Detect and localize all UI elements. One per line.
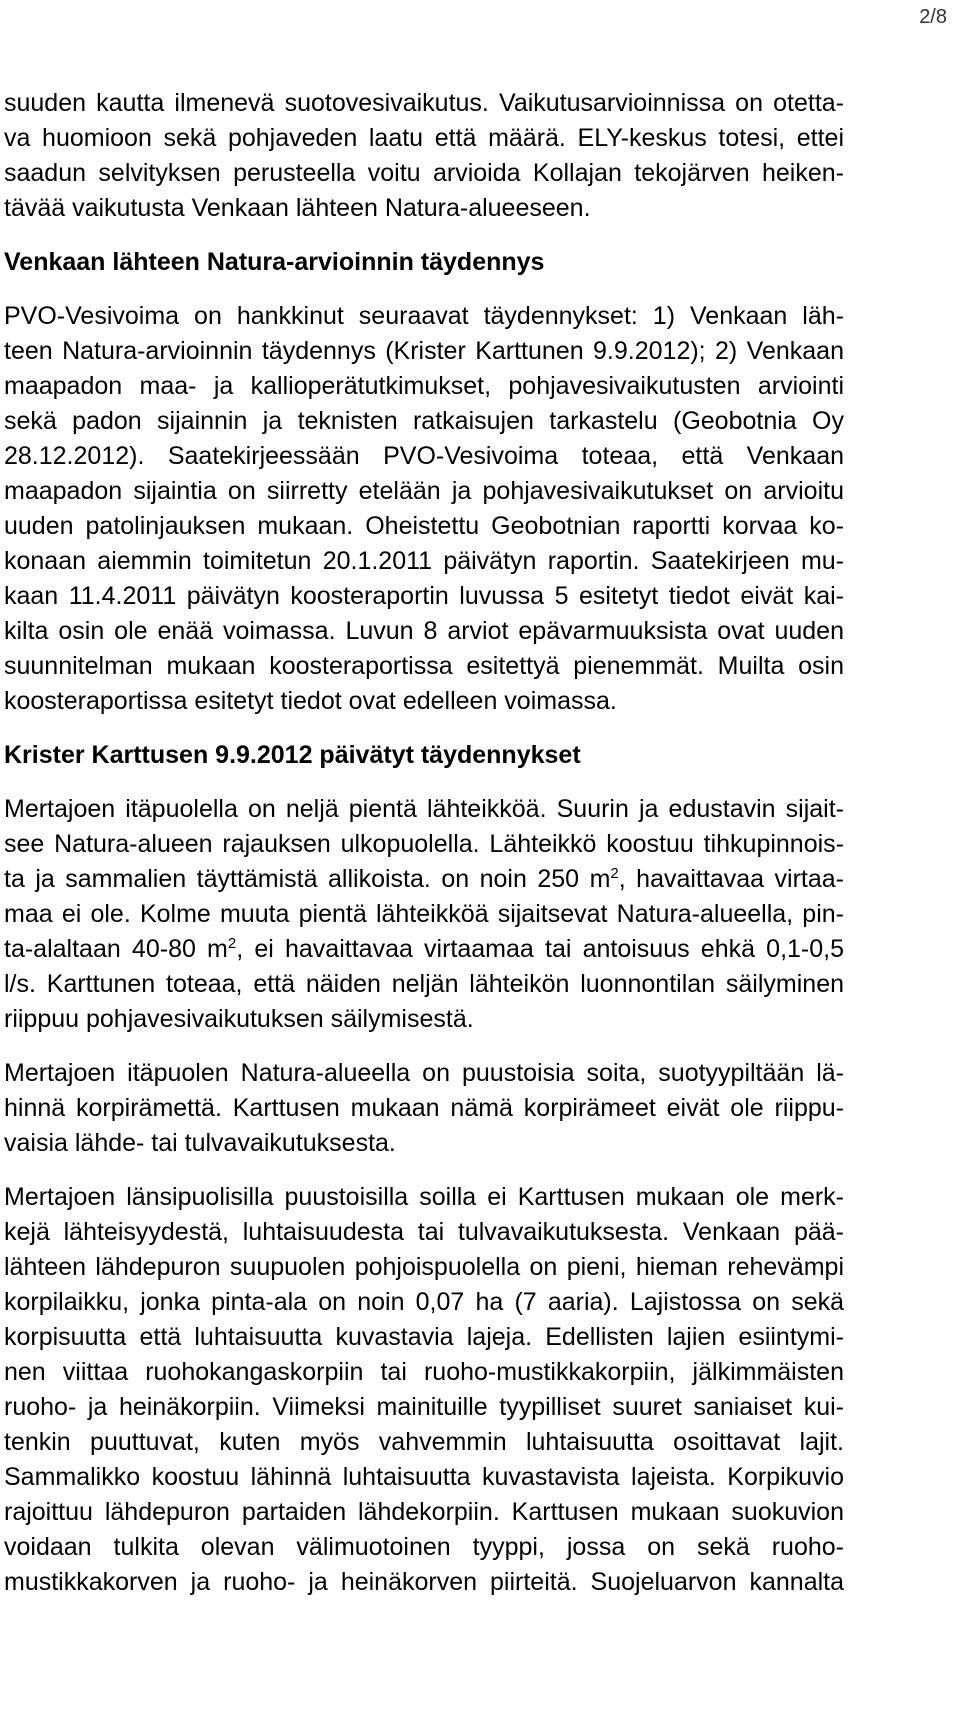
- line-text: tenkin puuttuvat, kuten myös vahvemmin luhtaisuutta osoittavat lajit.: [4, 1428, 844, 1456]
- text-line: [4, 1564, 844, 1600]
- text-line: [4, 1389, 844, 1425]
- text-line: [4, 438, 844, 474]
- text-line: [4, 333, 844, 369]
- line-text: maapadon maa- ja kallioperätutkimukset, pohjavesivaikutusten arviointi: [4, 372, 844, 400]
- text-line: [4, 1529, 844, 1565]
- line-text: Mertajoen itäpuolen Natura-alueella on puustoisia soita, suotyypiltään lä-: [4, 1059, 844, 1087]
- line-text: nen viittaa ruohokangaskorpiin tai ruoho-mustikkakorpiin, jälkimmäisten: [4, 1358, 844, 1386]
- line-text: kilta osin ole enää voimassa. Luvun 8 arviot epävarmuuksista ovat uuden: [4, 617, 844, 645]
- line-text-tail: , ei havaittavaa virtaamaa tai antoisuus ehkä 0,1-0,5: [236, 935, 845, 963]
- line-text: maapadon sijaintia on siirretty etelään ja pohjavesivaikutukset on arvioitu: [4, 477, 844, 505]
- text-line: [4, 896, 844, 932]
- line-text: voidaan tulkita olevan välimuotoinen tyyppi, jossa on sekä ruoho-: [4, 1533, 844, 1561]
- line-text: kaan 11.4.2011 päivätyn koosteraportin luvussa 5 esitetyt tiedot eivät kai-: [4, 582, 844, 610]
- line-text: teen Natura-arvioinnin täydennys (Krister Karttunen 9.9.2012); 2) Venkaan: [4, 337, 844, 365]
- line-text-tail: , havaittavaa virtaa-: [618, 865, 844, 893]
- text-line: [4, 190, 591, 226]
- text-line: [4, 1125, 396, 1161]
- line-text: sekä padon sijainnin ja teknisten ratkaisujen tarkastelu (Geobotnia Oy: [4, 407, 844, 435]
- text-line: [4, 683, 617, 719]
- line-text: see Natura-alueen rajauksen ulkopuolella. Lähteikkö koostuu tihkupinnois-: [4, 830, 844, 858]
- text-line: [4, 826, 844, 862]
- superscript: 2: [227, 935, 237, 952]
- text-line: [4, 791, 844, 827]
- line-text: vaisia lähde- tai tulvavaikutuksesta.: [4, 1129, 396, 1157]
- line-text: riippuu pohjavesivaikutuksen säilymisestä.: [4, 1005, 474, 1033]
- text-line: [4, 1055, 844, 1091]
- text-line: [4, 1249, 844, 1285]
- text-line: [4, 85, 844, 121]
- text-line: [4, 1424, 844, 1460]
- text-line: [4, 1090, 844, 1126]
- line-text: ta ja sammalien täyttämistä allikoista. on noin 250 m: [4, 865, 611, 893]
- superscript: 2: [610, 865, 619, 882]
- text-line: [4, 966, 844, 1002]
- line-text: maa ei ole. Kolme muuta pientä lähteikköä sijaitsevat Natura-alueella, pin-: [4, 900, 844, 928]
- line-text: 28.12.2012). Saatekirjeessään PVO-Vesivoima toteaa, että Venkaan: [4, 442, 844, 470]
- text-line: [4, 648, 844, 684]
- section-heading: [4, 244, 544, 280]
- text-line: [4, 1459, 844, 1495]
- text-line: [4, 861, 844, 897]
- line-text: va huomioon sekä pohjaveden laatu että määrä. ELY-keskus totesi, ettei: [4, 124, 844, 152]
- line-text: PVO-Vesivoima on hankkinut seuraavat täydennykset: 1) Venkaan läh-: [4, 302, 844, 330]
- text-line: [4, 1179, 844, 1215]
- line-text: Venkaan lähteen Natura-arvioinnin täydennys: [4, 248, 545, 276]
- line-text: Mertajoen itäpuolella on neljä pientä lähteikköä. Suurin ja edustavin sijait-: [4, 795, 844, 823]
- text-line: [4, 298, 844, 334]
- line-text: korpilaikku, jonka pinta-ala on noin 0,07 ha (7 aaria). Lajistossa on sekä: [4, 1288, 844, 1316]
- text-line: [4, 1001, 474, 1037]
- text-line: [4, 543, 844, 579]
- text-line: [4, 1214, 844, 1250]
- text-line: [4, 473, 844, 509]
- text-line: [4, 931, 844, 967]
- line-text: Krister Karttusen 9.9.2012 päivätyt täydennykset: [4, 741, 581, 769]
- line-text: uuden patolinjauksen mukaan. Oheistettu Geobotnian raportti korvaa ko-: [4, 512, 844, 540]
- line-text: kejä lähteisyydestä, luhtaisuudesta tai tulvavaikutuksesta. Venkaan pää-: [4, 1218, 844, 1246]
- line-text: saadun selvityksen perusteella voitu arvioida Kollajan tekojärven heiken-: [4, 159, 844, 187]
- text-line: [4, 613, 844, 649]
- line-text: konaan aiemmin toimitetun 20.1.2011 päivätyn raportin. Saatekirjeen mu-: [4, 547, 844, 575]
- text-line: [4, 368, 844, 404]
- line-text: hinnä korpirämettä. Karttusen mukaan nämä korpirämeet eivät ole riippu-: [4, 1094, 844, 1122]
- line-text: suunnitelman mukaan koosteraportissa esitettyä pienemmät. Muilta osin: [4, 652, 844, 680]
- line-text: koosteraportissa esitetyt tiedot ovat edelleen voimassa.: [4, 687, 617, 715]
- line-text: lähteen lähdepuron suupuolen pohjoispuolella on pieni, hieman rehevämpi: [4, 1253, 844, 1281]
- text-line: [4, 155, 844, 191]
- text-line: [4, 1494, 844, 1530]
- text-line: [4, 508, 844, 544]
- text-line: [4, 1319, 844, 1355]
- line-text: rajoittuu lähdepuron partaiden lähdekorpiin. Karttusen mukaan suokuvion: [4, 1498, 844, 1526]
- line-text: Sammalikko koostuu lähinnä luhtaisuutta kuvastavista lajeista. Korpikuvio: [4, 1463, 844, 1491]
- line-text: Mertajoen länsipuolisilla puustoisilla soilla ei Karttusen mukaan ole merk-: [4, 1183, 844, 1211]
- line-text: ta-alaltaan 40-80 m: [4, 935, 228, 963]
- line-text: mustikkakorven ja ruoho- ja heinäkorven piirteitä. Suojeluarvon kannalta: [4, 1568, 844, 1596]
- line-text: tävää vaikutusta Venkaan lähteen Natura-alueeseen.: [4, 194, 591, 222]
- text-line: [4, 403, 844, 439]
- page-number: 2/8: [919, 6, 947, 28]
- text-line: [4, 578, 844, 614]
- section-heading: [4, 737, 581, 773]
- line-text: l/s. Karttunen toteaa, että näiden neljän lähteikön luonnontilan säilyminen: [4, 970, 844, 998]
- line-text: korpisuutta että luhtaisuutta kuvastavia lajeja. Edellisten lajien esiintymi-: [4, 1323, 844, 1351]
- line-text: suuden kautta ilmenevä suotovesivaikutus. Vaikutusarvioinnissa on otetta-: [4, 89, 844, 117]
- text-line: [4, 1354, 844, 1390]
- line-text: ruoho- ja heinäkorpiin. Viimeksi mainituille tyypilliset suuret saniaiset kui-: [4, 1393, 844, 1421]
- text-line: [4, 1284, 844, 1320]
- text-line: [4, 120, 844, 156]
